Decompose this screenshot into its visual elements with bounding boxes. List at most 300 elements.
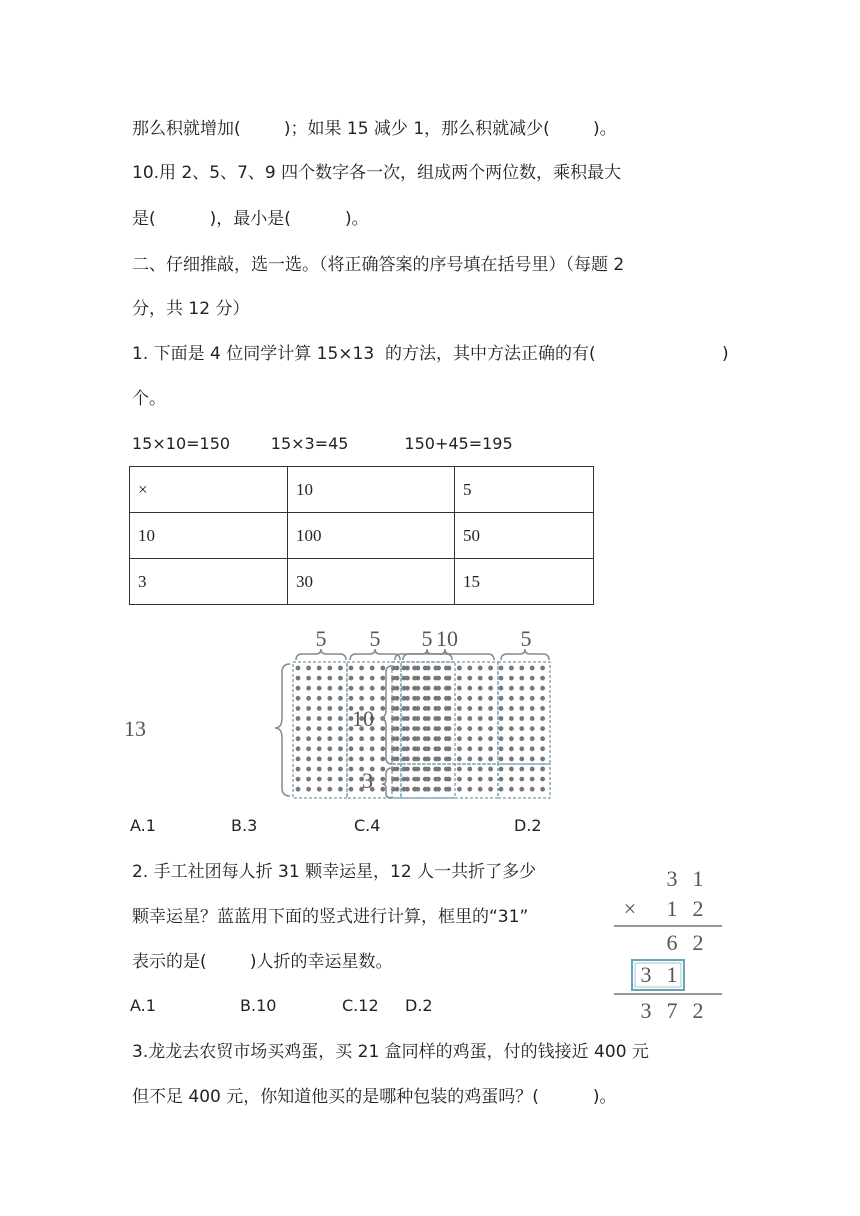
dot (488, 777, 493, 782)
dot (530, 787, 535, 792)
dot (296, 716, 301, 721)
dot (457, 686, 462, 691)
dot (467, 676, 472, 681)
dot (415, 686, 420, 691)
dot (338, 746, 343, 751)
dot (359, 736, 364, 741)
dot (415, 666, 420, 671)
dot (499, 777, 504, 782)
dot (519, 666, 524, 671)
dot (478, 676, 483, 681)
dot (296, 787, 301, 792)
dot (380, 706, 385, 711)
dot (327, 696, 332, 701)
dot (540, 666, 545, 671)
dot (338, 777, 343, 782)
dot (338, 726, 343, 731)
fig2-top-label: 10 (436, 626, 458, 651)
digit: 2 (692, 998, 704, 1023)
question-2-line1: 2. 手工社团每人折 31 颗幸运星，12 人一共折了多少 (132, 862, 537, 882)
dot (306, 706, 311, 711)
dot (317, 676, 322, 681)
dot (447, 666, 452, 671)
dot (467, 746, 472, 751)
dot (540, 787, 545, 792)
dot (519, 726, 524, 731)
dot (436, 666, 441, 671)
dot (426, 686, 431, 691)
dot (478, 686, 483, 691)
fig1-top-label: 5 (315, 626, 327, 651)
table-cell: 3 (130, 559, 288, 605)
dot (380, 767, 385, 772)
dot (370, 696, 375, 701)
question-10-line1: 10.用 2、5、7、9 四个数字各一次，组成两个两位数，乘积最大 (132, 163, 622, 183)
fig2-left-label: 10 (352, 706, 374, 731)
brace-top (350, 649, 400, 660)
dot (519, 696, 524, 701)
dot (509, 767, 514, 772)
dot (519, 777, 524, 782)
question-3-line2: 但不足 400 元，你知道他买的是哪种包装的鸡蛋吗？( )。 (132, 1087, 617, 1107)
dot (415, 736, 420, 741)
dot (426, 726, 431, 731)
dot (509, 787, 514, 792)
dot (395, 767, 400, 772)
fig2-left-label: 3 (362, 768, 373, 793)
dot (338, 686, 343, 691)
dot (478, 777, 483, 782)
question-2-line3: 表示的是( )人折的幸运星数。 (132, 952, 393, 972)
dot (338, 736, 343, 741)
dot (499, 787, 504, 792)
dot (467, 757, 472, 762)
dot (457, 787, 462, 792)
dot (349, 686, 354, 691)
dot (426, 777, 431, 782)
dot (467, 736, 472, 741)
dot (317, 726, 322, 731)
dot (457, 706, 462, 711)
dot (306, 696, 311, 701)
dot (327, 686, 332, 691)
dot (519, 716, 524, 721)
digit: 2 (692, 896, 704, 921)
vertical-multiplication (610, 862, 730, 1027)
dot (395, 787, 400, 792)
dot (540, 736, 545, 741)
dot (447, 716, 452, 721)
dot (519, 686, 524, 691)
dot (519, 746, 524, 751)
table-cell: 50 (455, 513, 594, 559)
dot (306, 666, 311, 671)
dot (317, 666, 322, 671)
dot (380, 726, 385, 731)
digit: 6 (666, 930, 678, 955)
brace-left (382, 768, 392, 798)
dot (415, 696, 420, 701)
dot (370, 746, 375, 751)
table-row (130, 467, 594, 513)
dot (327, 736, 332, 741)
table-row (130, 559, 594, 605)
dot (426, 676, 431, 681)
dot (540, 777, 545, 782)
dot (415, 676, 420, 681)
dot (415, 716, 420, 721)
dot (519, 676, 524, 681)
dot (447, 706, 452, 711)
dot (306, 736, 311, 741)
question-10-line2: 是( )，最小是( )。 (132, 209, 369, 229)
dot (380, 696, 385, 701)
question-9-continuation: 那么积就增加( )；如果 15 减少 1，那么积就减少( )。 (132, 119, 617, 139)
fig2-top-label: 5 (520, 626, 532, 651)
dot (436, 746, 441, 751)
dot (317, 706, 322, 711)
q1-option-b: B.3 (231, 816, 258, 835)
dot (338, 666, 343, 671)
dot (540, 726, 545, 731)
dot (380, 676, 385, 681)
digit: 1 (666, 962, 678, 987)
dot (296, 767, 301, 772)
dot (478, 746, 483, 751)
dot (380, 736, 385, 741)
dot (436, 676, 441, 681)
dot (488, 746, 493, 751)
dot (405, 716, 410, 721)
dot (457, 726, 462, 731)
dot (530, 736, 535, 741)
dot (447, 676, 452, 681)
dot (338, 787, 343, 792)
dot-array-figure-2 (352, 626, 550, 798)
fig1-top-label: 5 (421, 626, 433, 651)
dot (519, 767, 524, 772)
dot (415, 757, 420, 762)
q1-option-a: A.1 (130, 816, 156, 835)
dot (327, 716, 332, 721)
dot (509, 716, 514, 721)
dot (447, 746, 452, 751)
dot (306, 686, 311, 691)
dot (349, 666, 354, 671)
dot (457, 736, 462, 741)
dot (317, 757, 322, 762)
dot (530, 767, 535, 772)
dot (306, 726, 311, 731)
dot (478, 757, 483, 762)
dot (519, 757, 524, 762)
dot (395, 666, 400, 671)
question-1-paren-end: ) (722, 344, 729, 364)
q2-option-d: D.2 (405, 996, 433, 1015)
dot (395, 676, 400, 681)
dot (499, 726, 504, 731)
dot (540, 676, 545, 681)
question-2-line2: 颗幸运星？蓝蓝用下面的竖式进行计算，框里的“31” (132, 907, 529, 927)
dot (530, 716, 535, 721)
dot (338, 767, 343, 772)
dot (395, 696, 400, 701)
dot (426, 787, 431, 792)
dot (478, 716, 483, 721)
dot (380, 787, 385, 792)
dot (509, 686, 514, 691)
question-3-line1: 3.龙龙去农贸市场买鸡蛋，买 21 盒同样的鸡蛋，付的钱接近 400 元 (132, 1042, 649, 1062)
dot (296, 777, 301, 782)
dot (405, 746, 410, 751)
dot (405, 666, 410, 671)
q1-option-c: C.4 (354, 816, 381, 835)
dot (306, 716, 311, 721)
q2-option-b: B.10 (240, 996, 277, 1015)
dot (296, 706, 301, 711)
dot (467, 787, 472, 792)
dot (519, 706, 524, 711)
dot (296, 726, 301, 731)
dot (488, 716, 493, 721)
dot (457, 696, 462, 701)
dot (349, 676, 354, 681)
dot (540, 696, 545, 701)
dot (317, 716, 322, 721)
table-row (130, 513, 594, 559)
dot (380, 746, 385, 751)
dot (499, 676, 504, 681)
dot (415, 777, 420, 782)
dot (540, 746, 545, 751)
dot (436, 706, 441, 711)
dot (359, 696, 364, 701)
dot (530, 777, 535, 782)
dot (519, 736, 524, 741)
dot (359, 676, 364, 681)
dot (405, 777, 410, 782)
dot (467, 767, 472, 772)
dot (488, 736, 493, 741)
dot (457, 716, 462, 721)
dot (447, 736, 452, 741)
dot (380, 666, 385, 671)
dot (499, 666, 504, 671)
dot (499, 706, 504, 711)
dot (426, 716, 431, 721)
dot (457, 666, 462, 671)
dot (349, 777, 354, 782)
dot (436, 716, 441, 721)
dot (395, 746, 400, 751)
dot (467, 716, 472, 721)
dot (436, 726, 441, 731)
digit: 3 (666, 866, 678, 891)
dot (540, 716, 545, 721)
dot (296, 757, 301, 762)
dot (426, 706, 431, 711)
dot (395, 736, 400, 741)
dot (359, 746, 364, 751)
dot (426, 696, 431, 701)
method-1-equations: 15×10=150 15×3=45 150+45=195 (132, 434, 513, 453)
dot (509, 757, 514, 762)
dot (296, 676, 301, 681)
dot (380, 757, 385, 762)
dot (306, 676, 311, 681)
fig2-dots (395, 666, 545, 792)
dot (317, 767, 322, 772)
q2-option-c: C.12 (342, 996, 379, 1015)
dot (509, 706, 514, 711)
dot (488, 686, 493, 691)
dot (540, 686, 545, 691)
dot (405, 676, 410, 681)
dot (296, 686, 301, 691)
dot (540, 767, 545, 772)
dot (296, 746, 301, 751)
dot (530, 686, 535, 691)
dot (499, 736, 504, 741)
dot (415, 767, 420, 772)
dot (436, 696, 441, 701)
dot (519, 787, 524, 792)
dot (370, 676, 375, 681)
dot (540, 706, 545, 711)
dot (405, 706, 410, 711)
question-1-stem-end: 个。 (132, 389, 166, 409)
dot (467, 726, 472, 731)
dot (405, 767, 410, 772)
dot (327, 706, 332, 711)
dot (457, 746, 462, 751)
digit: 3 (640, 998, 652, 1023)
q2-option-a: A.1 (130, 996, 156, 1015)
multiplication-table (129, 466, 594, 605)
dot (478, 696, 483, 701)
dot (530, 676, 535, 681)
dot (306, 787, 311, 792)
dot (478, 767, 483, 772)
dot (349, 746, 354, 751)
dot (395, 716, 400, 721)
dot (370, 757, 375, 762)
dot (317, 787, 322, 792)
dot (436, 686, 441, 691)
dot (327, 666, 332, 671)
dot (447, 726, 452, 731)
dot (488, 757, 493, 762)
dot (447, 757, 452, 762)
table-cell: 10 (130, 513, 288, 559)
dot (296, 736, 301, 741)
dot (457, 767, 462, 772)
dot (327, 676, 332, 681)
dot (530, 726, 535, 731)
question-1-stem: 1. 下面是 4 位同学计算 15×13 的方法，其中方法正确的有( (132, 344, 596, 364)
dot (499, 696, 504, 701)
dot (478, 706, 483, 711)
dot (467, 686, 472, 691)
dot (426, 767, 431, 772)
dot (338, 716, 343, 721)
q1-option-d: D.2 (514, 816, 542, 835)
table-cell: 100 (288, 513, 455, 559)
dot (509, 736, 514, 741)
dot (467, 696, 472, 701)
dot (380, 777, 385, 782)
dot (436, 736, 441, 741)
dot (447, 787, 452, 792)
dot (447, 686, 452, 691)
dot (327, 746, 332, 751)
dot (405, 726, 410, 731)
dot (327, 757, 332, 762)
dot-array-figures (120, 618, 570, 808)
dot (415, 726, 420, 731)
dot (488, 787, 493, 792)
dot (540, 757, 545, 762)
dot (457, 676, 462, 681)
dot (488, 666, 493, 671)
dot (296, 666, 301, 671)
dot (436, 777, 441, 782)
dot (370, 686, 375, 691)
dot (405, 686, 410, 691)
dot (338, 757, 343, 762)
dot (317, 777, 322, 782)
dot (415, 746, 420, 751)
dot (338, 696, 343, 701)
table-cell: 30 (288, 559, 455, 605)
dot (499, 757, 504, 762)
dot (447, 696, 452, 701)
section-2-heading: 二、仔细推敲，选一选。（将正确答案的序号填在括号里）（每题 2 (132, 255, 625, 275)
dot (426, 746, 431, 751)
dot (488, 676, 493, 681)
dot (509, 666, 514, 671)
dot (317, 696, 322, 701)
dot (317, 736, 322, 741)
dot (488, 706, 493, 711)
dot (395, 757, 400, 762)
table-cell: 5 (455, 467, 594, 513)
dot (509, 746, 514, 751)
dot (426, 666, 431, 671)
dot (478, 666, 483, 671)
dot (327, 726, 332, 731)
dot (370, 736, 375, 741)
dot (478, 736, 483, 741)
dot (426, 736, 431, 741)
brace-top (296, 649, 346, 660)
dot (306, 746, 311, 751)
dot (488, 726, 493, 731)
dot (349, 787, 354, 792)
dot (317, 746, 322, 751)
dot (349, 736, 354, 741)
digit: 2 (692, 930, 704, 955)
dot (509, 696, 514, 701)
dot (457, 777, 462, 782)
dot (478, 726, 483, 731)
dot (327, 787, 332, 792)
dot (306, 757, 311, 762)
dot (405, 757, 410, 762)
dot (488, 767, 493, 772)
dot (349, 696, 354, 701)
digit: 3 (640, 962, 652, 987)
